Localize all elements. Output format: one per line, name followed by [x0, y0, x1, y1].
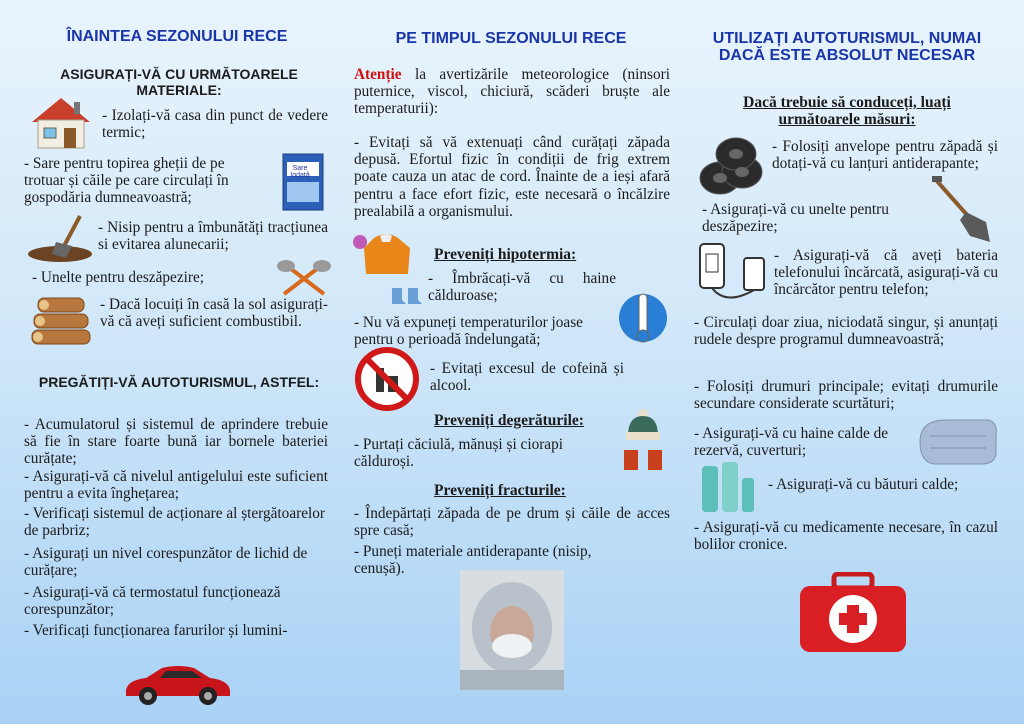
fracture-heading: Preveniți fracturile: [434, 482, 566, 499]
phone-charger-icon [696, 240, 772, 308]
sand-shovel-icon [26, 212, 96, 262]
item-daytime: - Circulați doar ziua, niciodată singur, și anunțați rudele despre programul dumneavoastră; [694, 314, 998, 349]
item-lights: - Verificați funcționarea farurilor și lumini- [24, 622, 288, 639]
item-main-roads: - Folosiți drumuri principale; evitați drumurile secundare considerate scurtături; [694, 378, 998, 413]
item-wipers: - Verificați sistemul de acționare al ștergătoarelor de parbriz; [24, 505, 326, 540]
item-thermostat: - Asigurați-vă că termostatul funcționează corespunzător; [24, 584, 281, 619]
beanie-mittens-icon [618, 408, 668, 474]
column-during-season [352, 0, 670, 724]
shovel-icon [930, 176, 998, 246]
column-car-use [694, 0, 1000, 724]
salt-box-label: Sare Iodată [290, 165, 310, 179]
col3-title: UTILIZAȚI AUTOTURISMUL, NUMAI DACĂ ESTE ABSOLUT NECESAR [712, 30, 982, 64]
item-sand: - Nisip pentru a îmbunătăți tracțiunea si evitarea alunecarii; [98, 219, 328, 254]
hypo-item-exposure: - Nu vă expuneți temperaturilor joase pentru o perioadă îndelungată; [354, 314, 583, 349]
fract-item-clear: - Îndepărtați zăpada de pe drum și căile de acces spre casă; [354, 505, 670, 540]
winter-jacket-icon [352, 228, 416, 278]
item-antifreeze: - Asigurați-vă că nivelul antigelului este suficient pentru a evita înghețarea; [24, 468, 328, 503]
col1-subheading-car: PREGĂTIȚI-VĂ AUTOTURISMUL, ASTFEL: [38, 374, 320, 390]
item-warm-clothes: - Asigurați-vă cu haine calde de rezervă, cuverturi; [694, 425, 889, 460]
red-car-icon [122, 660, 234, 706]
item-phone: - Asigurați-vă că aveți bateria telefonului încărcată, asigurați-vă cu încărcător pentru telefon; [774, 247, 998, 299]
frostbite-heading: Preveniți degerăturile: [434, 412, 584, 429]
crossed-shovels-icon [276, 256, 332, 300]
item-snow-tires: - Folosiți anvelope pentru zăpadă și dotați-vă cu lanțuri antiderapante; [772, 138, 998, 173]
firewood-icon [28, 292, 94, 348]
item-battery: - Acumulatorul și sistemul de aprindere trebuie să fie în stare foarte bună iar bornele bateriei curățate; [24, 416, 328, 468]
hypo-item-clothes: - Îmbrăcați-vă cu haine călduroase; [428, 270, 616, 305]
hypo-item-caffeine: - Evitați excesul de cofeină și alcool. [430, 360, 624, 395]
item-insulate: - Izolați-vă casa din punct de vedere termic; [102, 107, 328, 142]
tires-icon [696, 134, 766, 196]
effort-paragraph: - Evitați să vă extenuați când curățați zăpada depusă. Efortul fizic în condiții de frig extrem poate cauza un atac de cord. Înainte de a ieși afară pentru a face efort fizic, este necesară o încălzire prealabilă a organismului. [354, 134, 670, 220]
attention-word: Atenție [354, 66, 402, 83]
thermometer-icon [618, 286, 668, 350]
col1-title: ÎNAINTEA SEZONULUI RECE [66, 28, 288, 45]
blanket-icon [916, 412, 1000, 468]
item-tools: - Unelte pentru deszăpezire; [32, 269, 205, 286]
item-hot-drinks: - Asigurați-vă cu băuturi calde; [768, 476, 959, 493]
frost-item-clothing: - Purtați căciulă, mănuși și ciorapi călduroși. [354, 436, 563, 471]
boots-icon [390, 284, 426, 308]
salt-box-icon [277, 152, 329, 212]
attention-rest: la avertizările meteorologice (ninsori puternice, viscol, chiciură, scăderi bruște ale temperaturii): [354, 66, 670, 118]
col2-title: PE TIMPUL SEZONULUI RECE [395, 30, 627, 47]
item-tools: - Asigurați-vă cu unelte pentru deszăpezire; [702, 201, 889, 236]
frozen-man-image [460, 570, 564, 690]
fract-item-antislip: - Puneți materiale antiderapante (nisip, cenușă). [354, 543, 592, 578]
item-medicines: - Asigurați-vă cu medicamente necesare, în cazul bolilor cronice. [694, 519, 998, 554]
first-aid-kit-icon [798, 572, 908, 654]
hypothermia-heading: Preveniți hipotermia: [434, 246, 577, 263]
item-salt: - Sare pentru topirea gheții de pe trotuar și căile pe care circulați în gospodăria dumneavoastră; [24, 155, 229, 207]
thermos-icon [698, 458, 758, 514]
attention-paragraph [354, 66, 670, 118]
item-washer-fluid: - Asigurați un nivel corespunzător de lichid de curățare; [24, 545, 308, 580]
no-alcohol-icon [354, 346, 420, 412]
house-icon [26, 92, 96, 152]
col1-subheading-materials: ASIGURAȚI-VĂ CU URMĂTOARELE MATERIALE: [60, 66, 298, 98]
item-fuel: - Dacă locuiți în casă la sol asigurați-vă că aveți suficient combustibil. [100, 296, 328, 331]
col3-subheading: Dacă trebuie să conduceți, luați următoarele măsuri: [743, 94, 951, 128]
column-before-season [24, 0, 330, 724]
